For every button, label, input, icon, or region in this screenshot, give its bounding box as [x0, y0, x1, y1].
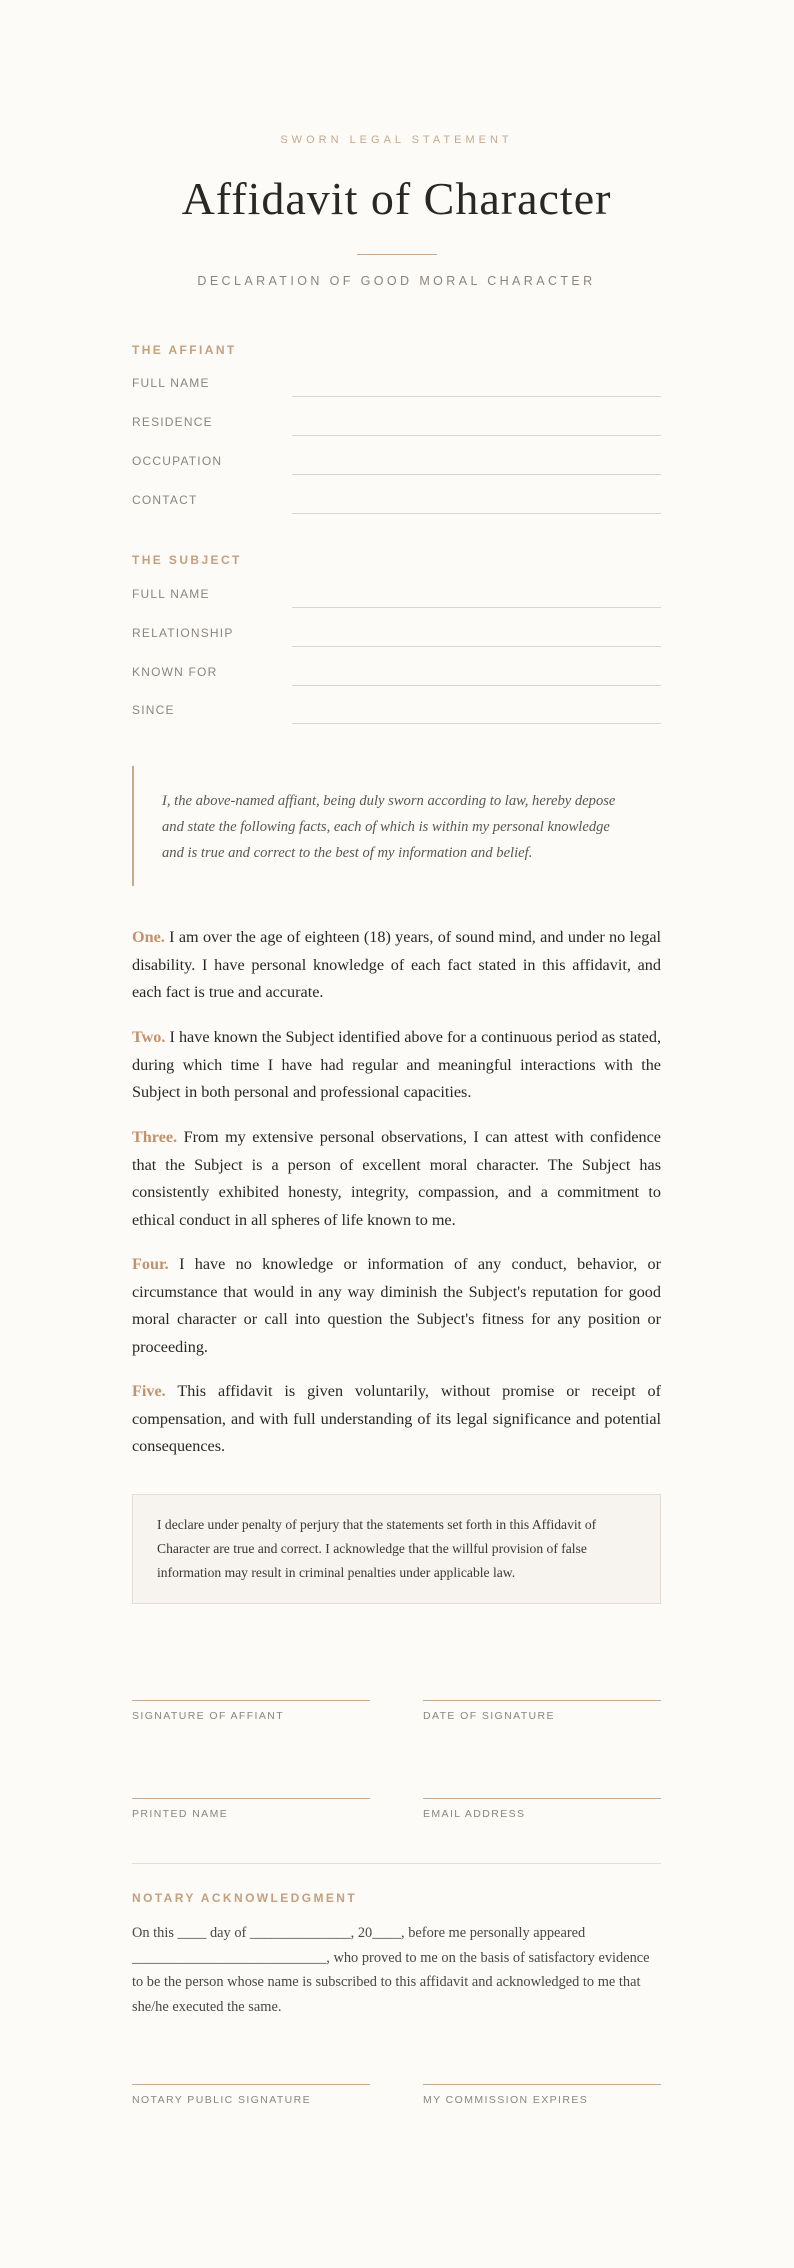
subject-heading: THE SUBJECT [132, 553, 242, 567]
oath-statement: I, the above-named affiant, being duly sworn according to law, hereby depose and state the following facts, each of which is within my personal knowledge and is true and correct to the best of my information and belief. [132, 766, 661, 886]
signature-line[interactable] [423, 1700, 661, 1701]
paragraph-three [132, 1124, 661, 1234]
affiant-signature-block[interactable] [132, 1700, 370, 1722]
paragraph-number: Five. [132, 1382, 166, 1400]
paragraph-number: Three. [132, 1128, 178, 1146]
signature-label: NOTARY PUBLIC SIGNATURE [132, 2094, 312, 2106]
field-input-line[interactable] [292, 435, 661, 436]
paragraph-text: This affidavit is given voluntarily, without promise or receipt of compensation, and with full understanding of its legal significance and potential consequences. [132, 1382, 661, 1455]
field-input-line[interactable] [292, 723, 661, 724]
field-input-line[interactable] [292, 646, 661, 647]
email-address-block[interactable] [423, 1798, 661, 1820]
signature-label: SIGNATURE OF AFFIANT [132, 1710, 285, 1722]
paragraph-number: One. [132, 928, 165, 946]
document-kicker: SWORN LEGAL STATEMENT [280, 134, 513, 146]
title-divider [357, 254, 437, 255]
paragraph-number: Four. [132, 1255, 169, 1273]
affiant-residence-field[interactable] [132, 415, 661, 453]
notary-text: On this ____ day of ______________, 20____, before me personally appeared ___________________________, who proved to me on the basis of satisfactory evidence to be the person whose name is subscribed to this affidavit and acknowledged to me that she/he executed the same. [132, 1925, 650, 2015]
paragraph-text: I have known the Subject identified above for a continuous period as stated, during which time I have had regular and meaningful interactions with the Subject in both personal and professional capacities. [132, 1028, 661, 1101]
field-label: FULL NAME [132, 376, 210, 390]
subject-known-for-field[interactable] [132, 665, 661, 703]
field-input-line[interactable] [292, 396, 661, 397]
field-label: RELATIONSHIP [132, 626, 234, 640]
signature-label: EMAIL ADDRESS [423, 1808, 526, 1820]
field-label: RESIDENCE [132, 415, 213, 429]
subject-since-field[interactable] [132, 703, 661, 741]
date-signature-block[interactable] [423, 1700, 661, 1722]
paragraph-text: I am over the age of eighteen (18) years, of sound mind, and under no legal disability. I have personal knowledge of each fact stated in this affidavit, and each fact is true and accurate. [132, 928, 661, 1001]
field-input-line[interactable] [292, 685, 661, 686]
signature-line[interactable] [132, 1700, 370, 1701]
printed-name-block[interactable] [132, 1798, 370, 1820]
signature-line[interactable] [423, 2084, 661, 2085]
paragraph-four [132, 1251, 661, 1361]
field-label: OCCUPATION [132, 454, 223, 468]
document-title: Affidavit of Character [181, 173, 612, 224]
field-input-line[interactable] [292, 474, 661, 475]
notary-signature-block[interactable] [132, 2084, 370, 2106]
paragraph-one [132, 924, 661, 1007]
commission-expires-block[interactable] [423, 2084, 661, 2106]
paragraph-text: I have no knowledge or information of any conduct, behavior, or circumstance that would in any way diminish the Subject's reputation for good moral character or call into question the Subject's fitness for any position or proceeding. [132, 1255, 662, 1356]
affiant-full-name-field[interactable] [132, 376, 661, 414]
signature-line[interactable] [132, 1798, 370, 1799]
signature-label: MY COMMISSION EXPIRES [423, 2094, 589, 2106]
document-subtitle: DECLARATION OF GOOD MORAL CHARACTER [197, 274, 596, 288]
paragraph-number: Two. [132, 1028, 166, 1046]
paragraph-five [132, 1378, 661, 1461]
signature-label: PRINTED NAME [132, 1808, 229, 1820]
subject-full-name-field[interactable] [132, 587, 661, 625]
field-label: KNOWN FOR [132, 665, 218, 679]
affiant-occupation-field[interactable] [132, 454, 661, 492]
field-label: FULL NAME [132, 587, 210, 601]
subject-relationship-field[interactable] [132, 626, 661, 664]
field-label: CONTACT [132, 493, 198, 507]
affiant-heading: THE AFFIANT [132, 343, 237, 357]
signature-line[interactable] [423, 1798, 661, 1799]
field-input-line[interactable] [292, 607, 661, 608]
affiant-contact-field[interactable] [132, 493, 661, 531]
paragraph-text: From my extensive personal observations, I can attest with confidence that the Subject is a person of excellent moral character. The Subject has consistently exhibited honesty, integrity, compassion, and a commitment to ethical conduct in all spheres of life known to me. [132, 1128, 661, 1229]
paragraph-two [132, 1024, 661, 1107]
field-label: SINCE [132, 703, 175, 717]
signature-line[interactable] [132, 2084, 370, 2085]
signature-label: DATE OF SIGNATURE [423, 1710, 555, 1722]
notary-divider [132, 1863, 661, 1864]
notary-heading: NOTARY ACKNOWLEDGMENT [132, 1891, 358, 1905]
field-input-line[interactable] [292, 513, 661, 514]
perjury-declaration: I declare under penalty of perjury that the statements set forth in this Affidavit of Character are true and correct. I acknowledge that the willful provision of false information may result in criminal penalties under applicable law. [132, 1494, 661, 1604]
